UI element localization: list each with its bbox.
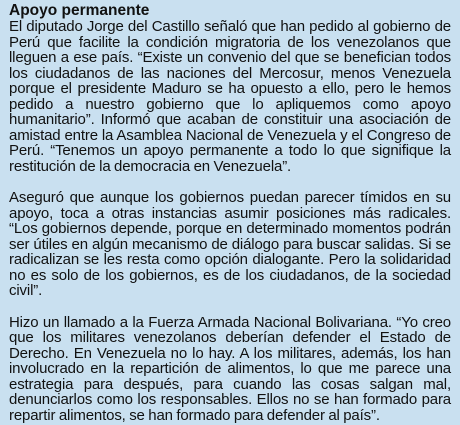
article-paragraph-3: Hizo un llamado a la Fuerza Armada Nacional Bolivariana. “Yo creo que los militares venezolanos deberían defender el Estado de Derecho. En Venezuela no lo hay. A los militares, además, los han involucrado en la repartición de alimentos, lo que me parece una estrategia para después, para cuando las cosas salgan mal, denunciarlos como los responsables. Ellos no se han formado para repartir alimentos, se han formado para defender al país”. (9, 313, 451, 424)
article-paragraph-2: Aseguró que aunque los gobiernos puedan parecer tímidos en su apoyo, toca a otras instancias asumir posiciones más radicales. “Los gobiernos depende, porque en determinado momentos podrán ser útiles en algún mecanismo de diálogo para buscar salidas. Si se radicalizan se les resta como opción dialogante. Pero la solidaridad no es solo de los gobiernos, es de los ciudadanos, de la sociedad civil”. (9, 189, 451, 299)
article-paragraph-1: El diputado Jorge del Castillo señaló que han pedido al gobierno de Perú que facilite la condición migratoria de los venezolanos que lleguen a ese país. “Existe un convenio del que se benefician todos los ciudadanos de las naciones del Mercosur, menos Venezuela porque el presidente Maduro se ha opuesto a ello, pero le hemos pedido a nuestro gobierno que lo apliquemos como apoyo humanitario”. Informó que acaban de constituir una asociación de amistad entre la Asamblea Nacional de Venezuela y el Congreso de Perú. “Tenemos un apoyo permanente a todo lo que signifique la restitución de la democracia en Venezuela”. (9, 18, 451, 175)
article-title: Apoyo permanente (9, 2, 150, 19)
